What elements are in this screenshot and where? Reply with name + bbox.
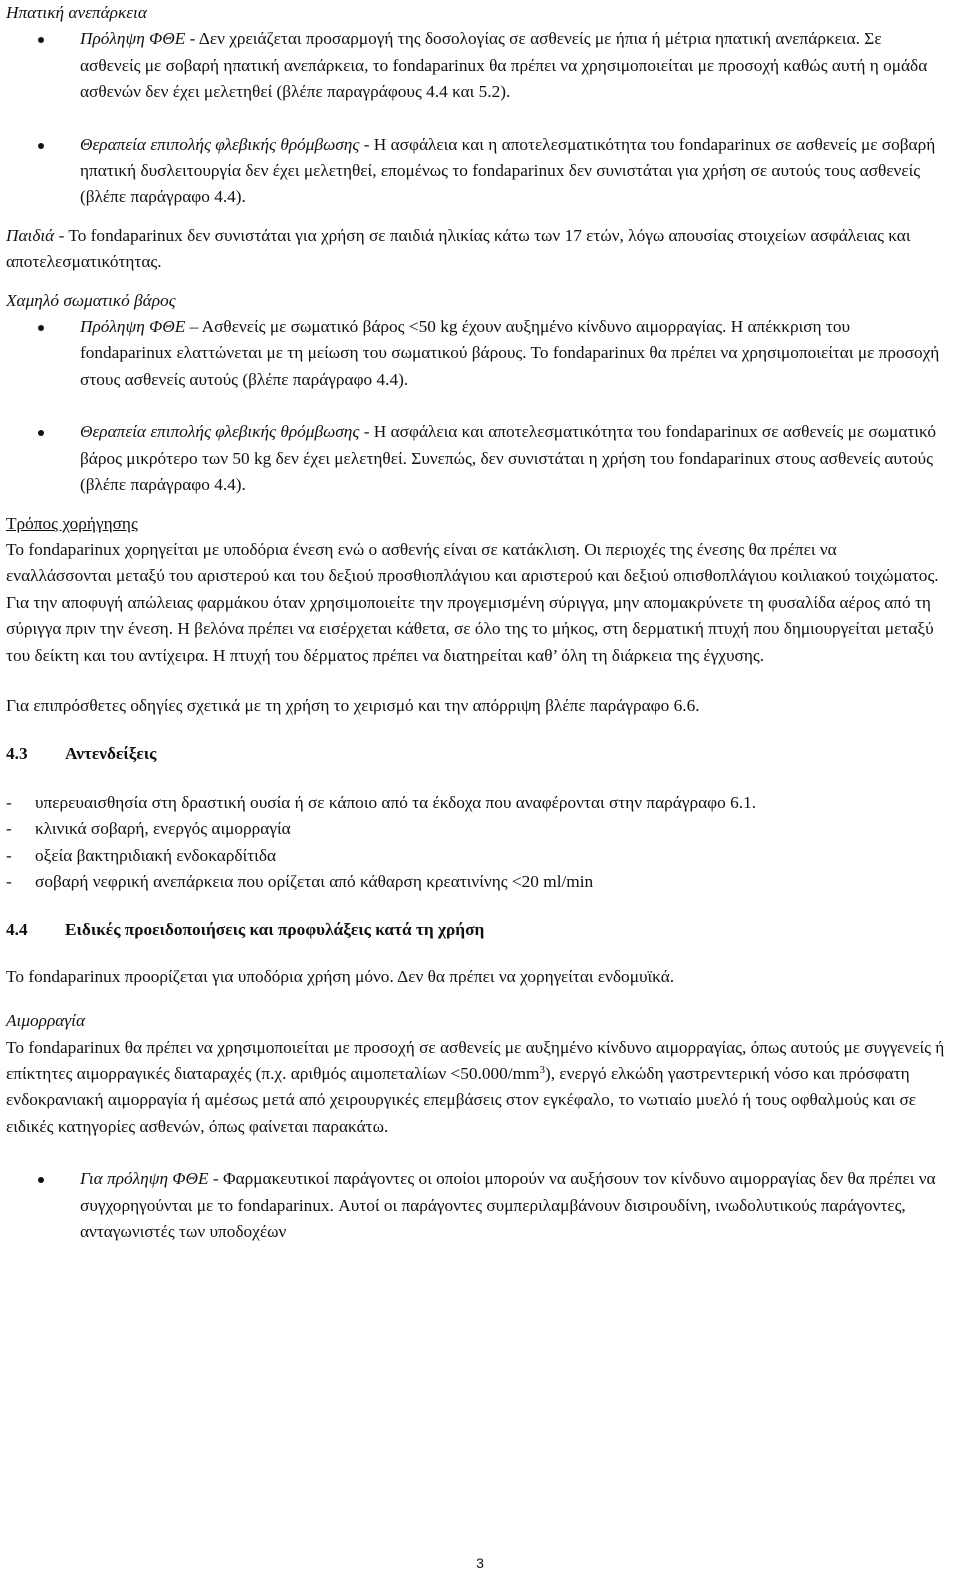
bleeding-text: Το fondaparinux θα πρέπει να χρησιμοποιείται με προσοχή σε ασθενείς με αυξημένο κίνδυνο αιμορραγίας, όπως αυτούς με συγγενείς ή επίκτητες αιμορραγικές διαταραχές (π.χ. αριθμός αιμοπεταλίων <50.000/mm (6, 1037, 945, 1083)
low-body-weight-heading: Χαμηλό σωματικό βάρος (6, 290, 176, 310)
item-separator: - (359, 422, 374, 442)
list-item: - υπερευαισθησία στη δραστική ουσία ή σε κάποιο από τα έκδοχα που αναφέρονται στην παράγραφο 6.1. (6, 790, 946, 816)
children-text: - Το fondaparinux δεν συνιστάται για χρήση σε παιδιά ηλικίας κάτω των 17 ετών, λόγω απουσίας στοιχείων ασφάλειας και αποτελεσματικότητας. (6, 225, 911, 272)
list-item: - σοβαρή νεφρική ανεπάρκεια που ορίζεται από κάθαρση κρεατινίνης <20 ml/min (6, 869, 946, 895)
list-item (6, 26, 946, 105)
section-4-3-heading (6, 741, 946, 767)
bleeding-text-continued: ), ενεργό ελκώδη γαστρεντερική νόσο και πρόσφατη ενδοκρανιακή αιμορραγία ή αμέσως μετά από χειρουργικές επεμβάσεις στον εγκέφαλο, το νωτιαίο μυελό ή τους οφθαλμούς και σε ειδικές κατηγορίες ασθενών, όπως φαίνεται παρακάτω. (6, 1064, 917, 1136)
section-number: 4.3 (6, 744, 28, 764)
superscript: 3 (539, 1064, 545, 1076)
item-text: Δεν χρειάζεται προσαρμογή της δοσολογίας σε ασθενείς με ήπια ή μέτρια ηπατική ανεπάρκεια. Σε ασθενείς με σοβαρή ηπατική ανεπάρκεια, το fondaparinux θα πρέπει να χρησιμοποιείται με προσοχή καθώς αυτή η ομάδα ασθενών δεν έχει μελετηθεί (βλέπε παραγράφους 4.4 και 5.2). (80, 29, 928, 102)
low-body-weight-list (6, 314, 946, 498)
list-item: - οξεία βακτηριδιακή ενδοκαρδίτιδα (6, 843, 946, 869)
item-separator: - (185, 29, 199, 49)
list-item: - κλινικά σοβαρή, ενεργός αιμορραγία (6, 816, 946, 842)
section-4-4-heading (6, 917, 946, 943)
hepatic-impairment-heading: Ηπατική ανεπάρκεια (6, 3, 147, 22)
page-number: 3 (476, 1555, 484, 1571)
item-title: Θεραπεία επιπολής φλεβικής θρόμβωσης (80, 422, 360, 442)
list-item (6, 314, 946, 393)
list-item (6, 132, 946, 211)
administration-paragraph: Το fondaparinux χορηγείται με υποδόρια ένεση ενώ ο ασθενής είναι σε κατάκλιση. Οι περιοχές της ένεσης θα πρέπει να εναλλάσσονται μεταξύ του αριστερού και του δεξιού προσθιοπλάγιου και αριστερού και δεξιού οπισθοπλάγιου κοιλιακού τοιχώματος. Για την αποφυγή απώλειας φαρμάκου όταν χρησιμοποιείτε την προγεμισμένη σύριγγα, μην απομακρύνετε τη φυσαλίδα αέρος από τη σύριγγα πριν την ένεση. Η βελόνα πρέπει να εισέρχεται κάθετα, σε όλο της το μήκος, στη δερματική πτυχή που δημιουργείται μεταξύ του δείκτη και του αντίχειρα. Η πτυχή του δέρματος πρέπει να διατηρείται καθ’ όλη τη διάρκεια της έγχυσης. (6, 539, 939, 665)
item-text: Ασθενείς με σωματικό βάρος <50 kg έχουν αυξημένο κίνδυνο αιμορραγίας. Η απέκκριση του fondaparinux ελαττώνεται με τη μείωση του σωματικού βάρους. Το fondaparinux θα πρέπει να χρησιμοποιείται με προσοχή στους ασθενείς αυτούς (βλέπε παράγραφο 4.4). (80, 317, 940, 389)
bleeding-heading: Αιμορραγία (6, 1011, 86, 1031)
bleeding-list (6, 1166, 946, 1245)
item-text: Η ασφάλεια και η αποτελεσματικότητα του fondaparinux σε ασθενείς με σοβαρή ηπατική δυσλειτουργία δεν έχει μελετηθεί, επομένως το fondaparinux δεν συνιστάται για χρήση σε αυτούς τους ασθενείς (βλέπε παράγραφο 4.4). (80, 134, 936, 207)
children-title: Παιδιά (6, 225, 55, 245)
warnings-intro: Το fondaparinux προορίζεται για υποδόρια χρήση μόνο. Δεν θα πρέπει να χορηγείται ενδομυϊκά. (6, 966, 675, 986)
children-paragraph (6, 223, 946, 276)
item-title: Θεραπεία επιπολής φλεβικής θρόμβωσης (80, 134, 360, 154)
item-separator: - (359, 134, 374, 154)
item-title: Πρόληψη ΦΘΕ (80, 317, 186, 337)
section-title: Αντενδείξεις (65, 744, 157, 764)
item-title: Για πρόληψη ΦΘΕ (80, 1169, 209, 1189)
list-item (6, 1166, 946, 1245)
document-page (6, 0, 946, 1245)
item-text: Φαρμακευτικοί παράγοντες οι οποίοι μπορούν να αυξήσουν τον κίνδυνο αιμορραγίας δεν θα πρέπει να συγχορηγούνται με το fondaparinux. Αυτοί οι παράγοντες συμπεριλαμβάνουν δισιρουδίνη, ινωδολυτικούς παράγοντες, ανταγωνιστές των υποδοχέων (80, 1169, 936, 1242)
administration-note: Για επιπρόσθετες οδηγίες σχετικά με τη χρήση το χειρισμό και την απόρριψη βλέπε παράγραφο 6.6. (6, 695, 700, 715)
administration-heading: Τρόπος χορήγησης (6, 513, 138, 533)
contraindications-list (6, 790, 946, 896)
hepatic-impairment-list (6, 26, 946, 210)
bleeding-paragraph (6, 1035, 946, 1141)
item-separator: – (185, 317, 202, 337)
list-item (6, 419, 946, 498)
section-title: Ειδικές προειδοποιήσεις και προφυλάξεις κατά τη χρήση (65, 920, 485, 940)
item-text: Η ασφάλεια και αποτελεσματικότητα του fondaparinux σε ασθενείς με σωματικό βάρος μικρότερο των 50 kg δεν έχει μελετηθεί. Συνεπώς, δεν συνιστάται η χρήση του fondaparinux στους ασθενείς αυτούς (βλέπε παράγραφο 4.4). (80, 422, 937, 495)
section-number: 4.4 (6, 920, 28, 940)
item-separator: - (208, 1169, 223, 1189)
item-title: Πρόληψη ΦΘΕ (80, 29, 186, 49)
